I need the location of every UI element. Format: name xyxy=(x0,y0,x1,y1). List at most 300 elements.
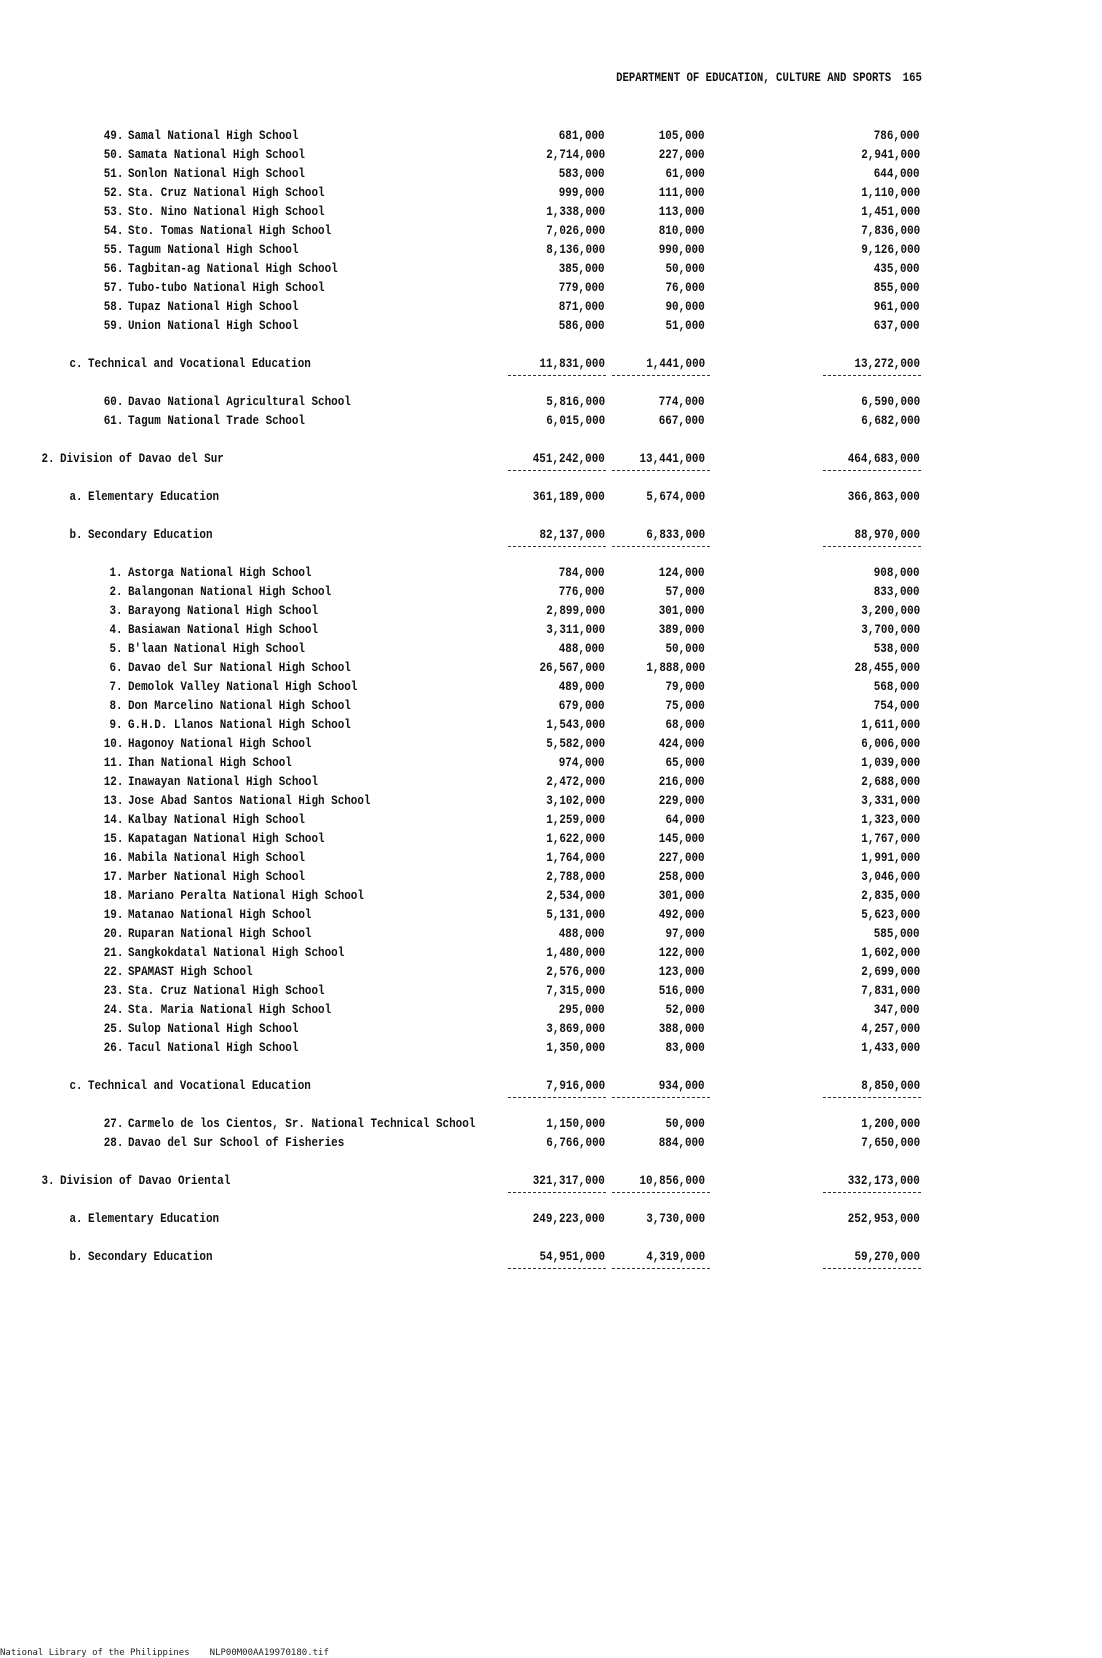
row-label: Barayong National High School xyxy=(128,603,319,618)
row-number: 9. xyxy=(109,717,123,732)
amount-total: 3,700,000 xyxy=(861,622,920,637)
school-row xyxy=(0,962,1102,981)
row-number: 14. xyxy=(103,812,123,827)
amount-col-2: 258,000 xyxy=(659,869,705,884)
school-row xyxy=(0,240,1102,259)
amount-total: 59,270,000 xyxy=(854,1249,920,1264)
amount-total: 2,699,000 xyxy=(861,964,920,979)
school-row xyxy=(0,810,1102,829)
amount-col-1: 1,543,000 xyxy=(546,717,605,732)
subtotal-rule xyxy=(0,1266,1102,1285)
row-number: 12. xyxy=(103,774,123,789)
budget-table xyxy=(0,126,1102,1285)
dashed-rule-r3 xyxy=(823,546,921,547)
amount-total: 2,688,000 xyxy=(861,774,920,789)
row-number: 10. xyxy=(103,736,123,751)
amount-col-2: 123,000 xyxy=(659,964,705,979)
school-row xyxy=(0,943,1102,962)
row-label: Astorga National High School xyxy=(128,565,312,580)
amount-total: 1,602,000 xyxy=(861,945,920,960)
amount-total: 8,850,000 xyxy=(861,1078,920,1093)
scan-footer xyxy=(0,1648,329,1658)
row-label: Davao National Agricultural School xyxy=(128,394,351,409)
row-label: Hagonoy National High School xyxy=(128,736,312,751)
row-label: Sta. Maria National High School xyxy=(128,1002,332,1017)
amount-col-2: 68,000 xyxy=(665,717,705,732)
row-number: b. xyxy=(69,1249,83,1264)
subtotal-rule xyxy=(0,468,1102,487)
row-number: c. xyxy=(69,356,83,371)
amount-total: 347,000 xyxy=(874,1002,920,1017)
row-number: 55. xyxy=(103,242,123,257)
row-label: Elementary Education xyxy=(88,1211,220,1226)
amount-col-1: 295,000 xyxy=(559,1002,605,1017)
amount-col-2: 145,000 xyxy=(659,831,705,846)
amount-col-2: 1,441,000 xyxy=(646,356,705,371)
school-row xyxy=(0,791,1102,810)
row-spacer xyxy=(0,335,1102,354)
amount-col-2: 90,000 xyxy=(665,299,705,314)
row-label: Samata National High School xyxy=(128,147,305,162)
row-number: a. xyxy=(69,1211,83,1226)
dashed-rule-r1 xyxy=(508,1192,606,1193)
school-row xyxy=(0,1000,1102,1019)
school-row xyxy=(0,392,1102,411)
amount-col-2: 13,441,000 xyxy=(639,451,705,466)
dashed-rule-r3 xyxy=(823,1097,921,1098)
amount-col-2: 492,000 xyxy=(659,907,705,922)
category-row xyxy=(0,1076,1102,1095)
amount-col-1: 2,472,000 xyxy=(546,774,605,789)
row-number: 51. xyxy=(103,166,123,181)
school-row xyxy=(0,411,1102,430)
amount-col-2: 51,000 xyxy=(665,318,705,333)
amount-col-1: 451,242,000 xyxy=(532,451,605,466)
row-spacer xyxy=(0,430,1102,449)
row-number: 15. xyxy=(103,831,123,846)
amount-col-2: 50,000 xyxy=(665,261,705,276)
row-number: 21. xyxy=(103,945,123,960)
amount-total: 855,000 xyxy=(874,280,920,295)
amount-col-1: 321,317,000 xyxy=(532,1173,605,1188)
amount-total: 585,000 xyxy=(874,926,920,941)
row-label: Basiawan National High School xyxy=(128,622,319,637)
category-row xyxy=(0,354,1102,373)
amount-col-2: 75,000 xyxy=(665,698,705,713)
row-label: Sangkokdatal National High School xyxy=(128,945,345,960)
division-row xyxy=(0,449,1102,468)
dashed-rule-r2 xyxy=(612,1097,710,1098)
amount-col-2: 424,000 xyxy=(659,736,705,751)
row-number: 1. xyxy=(109,565,123,580)
school-row xyxy=(0,886,1102,905)
amount-col-1: 2,576,000 xyxy=(546,964,605,979)
amount-col-2: 10,856,000 xyxy=(639,1173,705,1188)
row-number: 20. xyxy=(103,926,123,941)
school-row xyxy=(0,259,1102,278)
row-label: G.H.D. Llanos National High School xyxy=(128,717,351,732)
row-label: Davao del Sur National High School xyxy=(128,660,351,675)
amount-col-1: 7,315,000 xyxy=(546,983,605,998)
dashed-rule-r3 xyxy=(823,375,921,376)
amount-col-1: 681,000 xyxy=(559,128,605,143)
dashed-rule-r3 xyxy=(823,1268,921,1269)
amount-col-1: 1,764,000 xyxy=(546,850,605,865)
school-row xyxy=(0,696,1102,715)
amount-total: 1,433,000 xyxy=(861,1040,920,1055)
school-row xyxy=(0,278,1102,297)
amount-col-2: 64,000 xyxy=(665,812,705,827)
amount-col-1: 82,137,000 xyxy=(539,527,605,542)
row-label: Tagbitan-ag National High School xyxy=(128,261,338,276)
row-label: Ihan National High School xyxy=(128,755,292,770)
school-row xyxy=(0,715,1102,734)
amount-col-1: 679,000 xyxy=(559,698,605,713)
amount-col-2: 57,000 xyxy=(665,584,705,599)
row-number: 56. xyxy=(103,261,123,276)
amount-total: 1,200,000 xyxy=(861,1116,920,1131)
amount-total: 1,611,000 xyxy=(861,717,920,732)
amount-col-2: 516,000 xyxy=(659,983,705,998)
amount-col-1: 779,000 xyxy=(559,280,605,295)
amount-total: 1,767,000 xyxy=(861,831,920,846)
amount-total: 1,323,000 xyxy=(861,812,920,827)
amount-col-1: 776,000 xyxy=(559,584,605,599)
row-number: 2. xyxy=(41,451,55,466)
subtotal-rule xyxy=(0,544,1102,563)
amount-col-2: 227,000 xyxy=(659,147,705,162)
school-row xyxy=(0,297,1102,316)
school-row xyxy=(0,145,1102,164)
category-row xyxy=(0,487,1102,506)
amount-col-2: 216,000 xyxy=(659,774,705,789)
amount-col-2: 52,000 xyxy=(665,1002,705,1017)
dashed-rule-r3 xyxy=(823,470,921,471)
amount-col-2: 389,000 xyxy=(659,622,705,637)
row-number: 59. xyxy=(103,318,123,333)
school-row xyxy=(0,734,1102,753)
row-number: 24. xyxy=(103,1002,123,1017)
row-number: 6. xyxy=(109,660,123,675)
amount-col-2: 113,000 xyxy=(659,204,705,219)
amount-total: 7,831,000 xyxy=(861,983,920,998)
school-row xyxy=(0,202,1102,221)
row-spacer xyxy=(0,1152,1102,1171)
row-label: Carmelo de los Cientos, Sr. National Technical School xyxy=(128,1116,476,1131)
amount-col-2: 774,000 xyxy=(659,394,705,409)
dashed-rule-r2 xyxy=(612,1268,710,1269)
row-number: 22. xyxy=(103,964,123,979)
row-number: 53. xyxy=(103,204,123,219)
amount-col-1: 11,831,000 xyxy=(539,356,605,371)
amount-col-2: 990,000 xyxy=(659,242,705,257)
school-row xyxy=(0,1133,1102,1152)
row-number: 11. xyxy=(103,755,123,770)
amount-col-2: 124,000 xyxy=(659,565,705,580)
row-number: 54. xyxy=(103,223,123,238)
amount-col-2: 50,000 xyxy=(665,1116,705,1131)
row-number: 18. xyxy=(103,888,123,903)
row-label: Kapatagan National High School xyxy=(128,831,325,846)
amount-col-2: 4,319,000 xyxy=(646,1249,705,1264)
school-row xyxy=(0,563,1102,582)
amount-col-2: 884,000 xyxy=(659,1135,705,1150)
amount-total: 1,039,000 xyxy=(861,755,920,770)
row-number: 28. xyxy=(103,1135,123,1150)
row-label: Jose Abad Santos National High School xyxy=(128,793,371,808)
category-row xyxy=(0,1209,1102,1228)
row-label: Mabila National High School xyxy=(128,850,305,865)
amount-col-2: 301,000 xyxy=(659,603,705,618)
dashed-rule-r1 xyxy=(508,470,606,471)
row-label: Sto. Tomas National High School xyxy=(128,223,332,238)
amount-col-2: 79,000 xyxy=(665,679,705,694)
school-row xyxy=(0,1019,1102,1038)
school-row xyxy=(0,601,1102,620)
row-label: Secondary Education xyxy=(88,527,213,542)
row-number: 8. xyxy=(109,698,123,713)
amount-col-2: 3,730,000 xyxy=(646,1211,705,1226)
row-number: 23. xyxy=(103,983,123,998)
amount-total: 3,200,000 xyxy=(861,603,920,618)
amount-col-1: 2,788,000 xyxy=(546,869,605,884)
amount-col-1: 7,916,000 xyxy=(546,1078,605,1093)
amount-col-2: 50,000 xyxy=(665,641,705,656)
amount-col-1: 3,869,000 xyxy=(546,1021,605,1036)
row-label: Marber National High School xyxy=(128,869,305,884)
category-row xyxy=(0,1247,1102,1266)
school-row xyxy=(0,316,1102,335)
amount-total: 9,126,000 xyxy=(861,242,920,257)
amount-total: 6,682,000 xyxy=(861,413,920,428)
row-number: 3. xyxy=(109,603,123,618)
row-label: Tupaz National High School xyxy=(128,299,299,314)
dashed-rule-r1 xyxy=(508,546,606,547)
amount-total: 637,000 xyxy=(874,318,920,333)
amount-total: 6,590,000 xyxy=(861,394,920,409)
row-label: SPAMAST High School xyxy=(128,964,253,979)
amount-total: 538,000 xyxy=(874,641,920,656)
amount-total: 252,953,000 xyxy=(847,1211,920,1226)
amount-total: 1,110,000 xyxy=(861,185,920,200)
row-number: 52. xyxy=(103,185,123,200)
amount-col-2: 76,000 xyxy=(665,280,705,295)
dashed-rule-r2 xyxy=(612,375,710,376)
school-row xyxy=(0,639,1102,658)
amount-total: 1,991,000 xyxy=(861,850,920,865)
row-label: Matanao National High School xyxy=(128,907,312,922)
amount-col-1: 1,259,000 xyxy=(546,812,605,827)
row-number: a. xyxy=(69,489,83,504)
amount-col-1: 385,000 xyxy=(559,261,605,276)
row-label: Sto. Nino National High School xyxy=(128,204,325,219)
amount-col-1: 2,714,000 xyxy=(546,147,605,162)
amount-col-2: 227,000 xyxy=(659,850,705,865)
amount-col-2: 111,000 xyxy=(659,185,705,200)
school-row xyxy=(0,126,1102,145)
row-label: Kalbay National High School xyxy=(128,812,305,827)
row-number: 16. xyxy=(103,850,123,865)
amount-col-2: 6,833,000 xyxy=(646,527,705,542)
amount-col-2: 122,000 xyxy=(659,945,705,960)
amount-total: 908,000 xyxy=(874,565,920,580)
amount-col-2: 229,000 xyxy=(659,793,705,808)
amount-col-1: 3,102,000 xyxy=(546,793,605,808)
row-number: 57. xyxy=(103,280,123,295)
amount-total: 88,970,000 xyxy=(854,527,920,542)
amount-col-2: 65,000 xyxy=(665,755,705,770)
dashed-rule-r2 xyxy=(612,546,710,547)
category-row xyxy=(0,525,1102,544)
amount-col-1: 1,150,000 xyxy=(546,1116,605,1131)
dashed-rule-r1 xyxy=(508,1268,606,1269)
amount-total: 3,331,000 xyxy=(861,793,920,808)
school-row xyxy=(0,620,1102,639)
amount-col-1: 5,582,000 xyxy=(546,736,605,751)
amount-total: 2,941,000 xyxy=(861,147,920,162)
amount-col-2: 61,000 xyxy=(665,166,705,181)
amount-total: 366,863,000 xyxy=(847,489,920,504)
row-label: Elementary Education xyxy=(88,489,220,504)
amount-total: 7,836,000 xyxy=(861,223,920,238)
row-label: Davao del Sur School of Fisheries xyxy=(128,1135,345,1150)
row-number: 61. xyxy=(103,413,123,428)
amount-total: 644,000 xyxy=(874,166,920,181)
row-label: Samal National High School xyxy=(128,128,299,143)
amount-col-2: 5,674,000 xyxy=(646,489,705,504)
dashed-rule-r1 xyxy=(508,1097,606,1098)
school-row xyxy=(0,1114,1102,1133)
amount-col-1: 488,000 xyxy=(559,926,605,941)
amount-col-1: 586,000 xyxy=(559,318,605,333)
school-row xyxy=(0,1038,1102,1057)
row-number: 60. xyxy=(103,394,123,409)
amount-total: 1,451,000 xyxy=(861,204,920,219)
amount-col-1: 5,131,000 xyxy=(546,907,605,922)
row-label: Mariano Peralta National High School xyxy=(128,888,364,903)
amount-col-1: 361,189,000 xyxy=(532,489,605,504)
amount-total: 5,623,000 xyxy=(861,907,920,922)
amount-col-2: 1,888,000 xyxy=(646,660,705,675)
row-label: Tagum National Trade School xyxy=(128,413,305,428)
dashed-rule-r3 xyxy=(823,1192,921,1193)
row-number: 25. xyxy=(103,1021,123,1036)
row-number: 5. xyxy=(109,641,123,656)
amount-total: 13,272,000 xyxy=(854,356,920,371)
row-label: Secondary Education xyxy=(88,1249,213,1264)
amount-total: 833,000 xyxy=(874,584,920,599)
dashed-rule-r2 xyxy=(612,1192,710,1193)
school-row xyxy=(0,829,1102,848)
row-spacer xyxy=(0,1228,1102,1247)
amount-col-2: 388,000 xyxy=(659,1021,705,1036)
school-row xyxy=(0,867,1102,886)
row-label: Tubo-tubo National High School xyxy=(128,280,325,295)
amount-total: 464,683,000 xyxy=(847,451,920,466)
amount-total: 4,257,000 xyxy=(861,1021,920,1036)
school-row xyxy=(0,677,1102,696)
row-number: 17. xyxy=(103,869,123,884)
row-number: 4. xyxy=(109,622,123,637)
amount-col-1: 1,480,000 xyxy=(546,945,605,960)
row-number: 13. xyxy=(103,793,123,808)
subtotal-rule xyxy=(0,1190,1102,1209)
amount-total: 435,000 xyxy=(874,261,920,276)
row-label: Ruparan National High School xyxy=(128,926,312,941)
amount-col-2: 810,000 xyxy=(659,223,705,238)
row-label: Union National High School xyxy=(128,318,299,333)
amount-total: 3,046,000 xyxy=(861,869,920,884)
amount-total: 961,000 xyxy=(874,299,920,314)
amount-total: 332,173,000 xyxy=(847,1173,920,1188)
row-label: Tacul National High School xyxy=(128,1040,299,1055)
row-label: Sta. Cruz National High School xyxy=(128,185,325,200)
school-row xyxy=(0,658,1102,677)
row-label: Tagum National High School xyxy=(128,242,299,257)
row-label: B'laan National High School xyxy=(128,641,305,656)
amount-col-1: 871,000 xyxy=(559,299,605,314)
division-row xyxy=(0,1171,1102,1190)
row-label: Don Marcelino National High School xyxy=(128,698,351,713)
row-number: b. xyxy=(69,527,83,542)
row-number: 50. xyxy=(103,147,123,162)
school-row xyxy=(0,164,1102,183)
row-label: Division of Davao del Sur xyxy=(60,451,224,466)
amount-total: 786,000 xyxy=(874,128,920,143)
row-number: 26. xyxy=(103,1040,123,1055)
amount-total: 6,006,000 xyxy=(861,736,920,751)
page-number: 165 xyxy=(902,70,922,85)
amount-col-1: 1,338,000 xyxy=(546,204,605,219)
row-number: 2. xyxy=(109,584,123,599)
row-spacer xyxy=(0,1057,1102,1076)
school-row xyxy=(0,582,1102,601)
amount-col-2: 934,000 xyxy=(659,1078,705,1093)
amount-col-1: 583,000 xyxy=(559,166,605,181)
row-number: c. xyxy=(69,1078,83,1093)
amount-total: 754,000 xyxy=(874,698,920,713)
amount-col-1: 974,000 xyxy=(559,755,605,770)
school-row xyxy=(0,848,1102,867)
amount-col-1: 784,000 xyxy=(559,565,605,580)
school-row xyxy=(0,905,1102,924)
amount-col-1: 7,026,000 xyxy=(546,223,605,238)
subtotal-rule xyxy=(0,1095,1102,1114)
amount-col-2: 667,000 xyxy=(659,413,705,428)
amount-col-1: 8,136,000 xyxy=(546,242,605,257)
row-label: Sta. Cruz National High School xyxy=(128,983,325,998)
amount-col-1: 2,899,000 xyxy=(546,603,605,618)
school-row xyxy=(0,981,1102,1000)
row-number: 27. xyxy=(103,1116,123,1131)
amount-col-1: 5,816,000 xyxy=(546,394,605,409)
row-number: 7. xyxy=(109,679,123,694)
amount-col-1: 999,000 xyxy=(559,185,605,200)
amount-col-2: 105,000 xyxy=(659,128,705,143)
amount-total: 2,835,000 xyxy=(861,888,920,903)
row-number: 19. xyxy=(103,907,123,922)
footer-file: NLP00M00AA19970180.tif xyxy=(209,1648,329,1658)
amount-col-1: 26,567,000 xyxy=(539,660,605,675)
amount-total: 28,455,000 xyxy=(854,660,920,675)
amount-col-1: 3,311,000 xyxy=(546,622,605,637)
school-row xyxy=(0,772,1102,791)
row-label: Demolok Valley National High School xyxy=(128,679,358,694)
amount-col-1: 249,223,000 xyxy=(532,1211,605,1226)
amount-col-1: 6,766,000 xyxy=(546,1135,605,1150)
row-spacer xyxy=(0,506,1102,525)
amount-col-1: 489,000 xyxy=(559,679,605,694)
